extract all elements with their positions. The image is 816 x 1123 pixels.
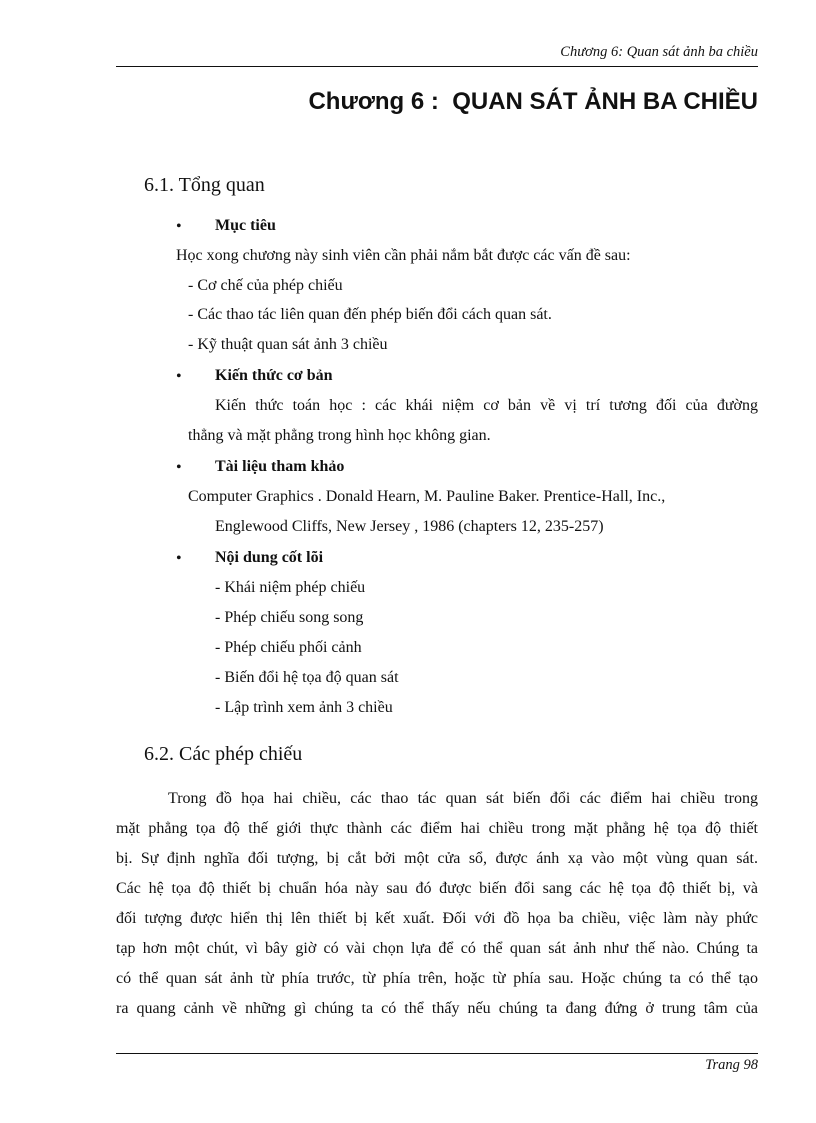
reference-line: Englewood Cliffs, New Jersey , 1986 (chapters 12, 235-257) (215, 518, 604, 535)
core-content-item: - Khái niệm phép chiếu (215, 579, 366, 596)
objectives-title: Mục tiêu (215, 217, 276, 234)
references-title: Tài liệu tham khảo (215, 458, 345, 475)
bullet-icon: • (176, 550, 182, 567)
paragraph-line: có thể quan sát ảnh từ phía trước, từ phía trên, hoặc từ phía sau. Hoặc chúng ta có thể tạo (116, 970, 758, 987)
paragraph-line: ra quang cảnh về những gì chúng ta có thể thấy nếu chúng ta đang đứng ở trung tâm của (116, 1000, 758, 1017)
chapter-title: Chương 6 : QUAN SÁT ẢNH BA CHIỀU (308, 88, 758, 115)
basic-knowledge-title: Kiến thức cơ bản (215, 367, 333, 384)
core-content-item: - Lập trình xem ảnh 3 chiều (215, 699, 393, 716)
paragraph-line: mặt phẳng tọa độ thế giới thực thành các điểm hai chiều trong mặt phẳng hệ tọa độ thiết (116, 820, 758, 837)
objectives-line: Học xong chương này sinh viên cần phải nắm bắt được các vấn đề sau: (176, 247, 631, 264)
basic-knowledge-line: Kiến thức toán học : các khái niệm cơ bản về vị trí tương đối của đường (215, 397, 758, 414)
header-rule (116, 66, 758, 67)
objectives-line: - Kỹ thuật quan sát ảnh 3 chiều (188, 336, 388, 353)
paragraph-line: bị. Sự định nghĩa đối tượng, bị cắt bởi một cửa sổ, được ánh xạ vào một vùng quan sát. (116, 850, 758, 867)
paragraph-line: đối tượng được hiển thị lên thiết bị kết xuất. Đối với đồ họa ba chiều, việc làm này phức (116, 910, 758, 927)
section-heading-overview: 6.1. Tổng quan (144, 174, 265, 196)
objectives-line: - Cơ chế của phép chiếu (188, 277, 343, 294)
page-number: Trang 98 (705, 1057, 758, 1073)
core-content-item: - Phép chiếu song song (215, 609, 364, 626)
objectives-line: - Các thao tác liên quan đến phép biến đổi cách quan sát. (188, 306, 552, 323)
basic-knowledge-line: thẳng và mặt phẳng trong hình học không gian. (188, 427, 491, 444)
bullet-icon: • (176, 218, 182, 235)
core-content-title: Nội dung cốt lõi (215, 549, 324, 566)
running-header: Chương 6: Quan sát ảnh ba chiều (560, 44, 758, 60)
paragraph-line: Các hệ tọa độ thiết bị chuẩn hóa này sau đó được biến đổi sang các hệ tọa độ thiết bị, và (116, 880, 758, 897)
core-content-item: - Biến đổi hệ tọa độ quan sát (215, 669, 399, 686)
core-content-item: - Phép chiếu phối cảnh (215, 639, 362, 656)
paragraph-line: Trong đồ họa hai chiều, các thao tác quan sát biến đổi các điểm hai chiều trong (168, 790, 758, 807)
section-heading-projections: 6.2. Các phép chiếu (144, 743, 303, 765)
bullet-icon: • (176, 368, 182, 385)
bullet-icon: • (176, 459, 182, 476)
paragraph-line: tạp hơn một chút, vì bây giờ có vài chọn lựa để có thể quan sát ảnh như thế nào. Chúng ta (116, 940, 758, 957)
footer-rule (116, 1053, 758, 1054)
reference-line: Computer Graphics . Donald Hearn, M. Pauline Baker. Prentice-Hall, Inc., (188, 488, 666, 505)
